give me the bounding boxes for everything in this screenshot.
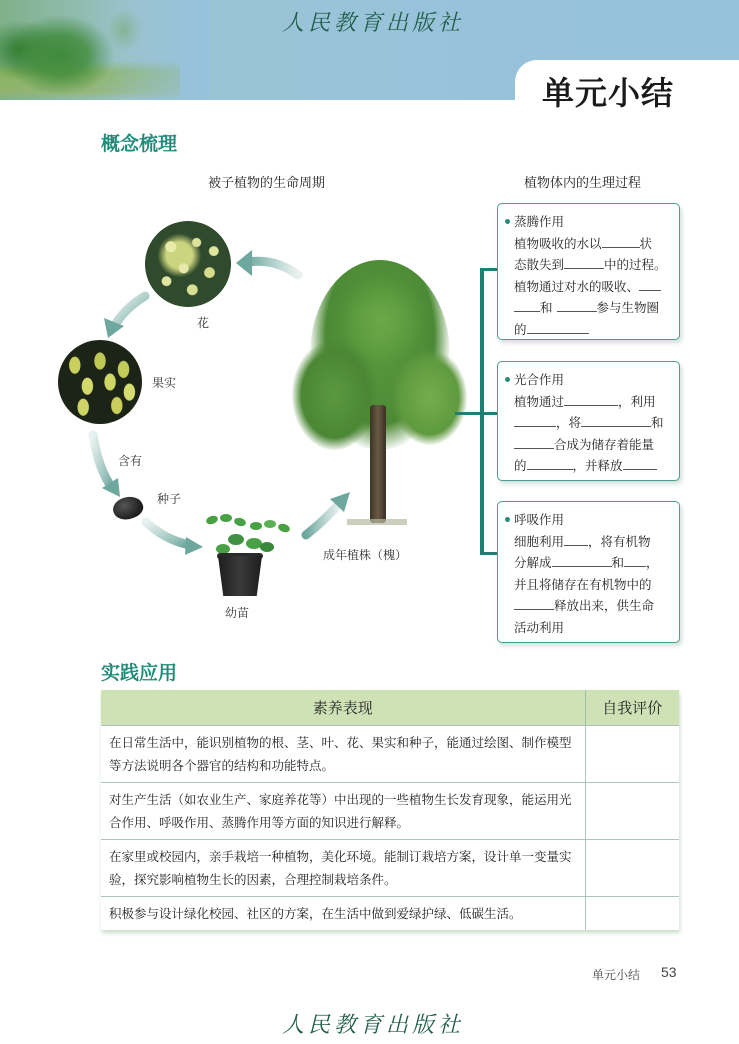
text: 植物通过对水的吸收、 [514,278,640,294]
self-eval-cell[interactable] [585,896,679,930]
fill-blank[interactable] [514,435,554,449]
connector-stem [455,412,482,415]
arrow-fruit-to-seed [93,435,120,497]
fill-blank[interactable] [564,532,588,546]
table-row [101,896,679,930]
bullet-icon [505,219,510,224]
fill-blank[interactable] [514,596,554,610]
text: 植物吸收的水以 [514,235,602,251]
arrow-flower-to-fruit [104,296,145,338]
fill-blank[interactable] [527,320,589,334]
fill-blank[interactable] [514,413,556,427]
fill-blank[interactable] [552,553,612,567]
fill-blank[interactable] [564,255,604,269]
text: 的 [514,321,527,337]
connector-branch-2 [480,412,498,415]
label-seed: 种子 [157,492,182,506]
card-title: 蒸腾作用 [514,214,565,229]
text: 合成为储存着能量 [554,436,655,452]
text: ，利用 [618,393,656,409]
text: 植物通过 [514,393,565,409]
arrow-tree-to-flower [236,250,298,276]
fill-blank[interactable] [602,234,640,248]
column-header-self-eval: 自我评价 [585,690,679,725]
text: 参与生物圈 [596,300,660,315]
text: ，将有机物 [588,533,651,549]
text: ，将 [556,415,582,430]
footer-section-label: 单元小结 [592,968,641,982]
performance-cell: 在日常生活中，能识别植物的根、茎、叶、花、果实和种子，能通过绘图、制作模型等方法说明各个器官的结构和功能特点。 [101,725,585,782]
bullet-icon [505,517,510,522]
page-number: 53 [661,964,677,980]
text: 和 [611,555,625,570]
publisher-logo-top: 人民教育出版社 [281,11,464,36]
text: 分解成 [514,555,552,570]
practice-heading: 实践应用 [101,662,178,684]
connector-branch-3 [480,552,498,555]
self-eval-cell[interactable] [585,839,679,896]
fill-blank[interactable] [557,298,597,312]
label-seedling: 幼苗 [225,606,250,620]
concept-heading: 概念梳理 [101,133,178,155]
fill-blank[interactable] [564,392,618,406]
table-row [101,725,679,782]
fill-blank[interactable] [581,413,651,427]
self-eval-cell[interactable] [585,725,679,782]
fill-blank[interactable] [623,456,657,470]
self-evaluation-table [101,690,679,930]
fill-blank[interactable] [639,277,661,291]
performance-cell: 在家里或校园内，亲手栽培一种植物，美化环境。能制订栽培方案，设计单一变量实验，探究影响植物生长的因素，合理控制栽培条件。 [101,839,585,896]
text: 中的过程。 [604,257,667,272]
processes-title: 植物体内的生理过程 [524,176,642,191]
card-respiration [497,501,680,643]
column-header-performance: 素养表现 [101,690,585,725]
label-adult-plant: 成年植株（槐） [323,548,408,562]
text: 细胞利用 [514,533,565,549]
connector-bracket [480,268,484,554]
self-eval-cell[interactable] [585,782,679,839]
text: 和 [540,300,553,315]
table-row [101,839,679,896]
fill-blank[interactable] [624,553,646,567]
table-row [101,782,679,839]
card-title: 呼吸作用 [514,512,565,527]
label-flower: 花 [197,316,210,330]
fill-blank[interactable] [527,456,573,470]
page-title: 单元小结 [542,75,675,111]
bullet-icon [505,377,510,382]
text: 活动利用 [514,619,565,635]
performance-cell: 积极参与设计绿化校园、社区的方案，在生活中做到爱绿护绿、低碳生活。 [101,896,585,930]
text: 状 [639,235,653,251]
arrow-seedling-to-tree [306,492,350,535]
publisher-logo-bottom: 人民教育出版社 [281,1013,464,1038]
life-cycle-title: 被子植物的生命周期 [208,176,326,191]
performance-cell: 对生产生活（如农业生产、家庭养花等）中出现的一些植物生长发育现象，能运用光合作用、呼吸作用、蒸腾作用等方面的知识进行解释。 [101,782,585,839]
card-transpiration [497,203,680,340]
card-photosynthesis [497,361,680,481]
text: 的 [514,458,527,473]
text: 态散失到 [514,257,565,272]
text: 并且将储存在有机物中的 [514,576,652,592]
label-contains: 含有 [118,454,143,468]
text: ，并释放 [572,458,623,473]
label-fruit: 果实 [152,376,177,390]
connector-branch-1 [480,268,498,271]
arrow-seed-to-seedling [146,522,203,555]
text: 释放出来，供生命 [554,598,655,613]
text: ， [646,555,659,570]
fill-blank[interactable] [514,298,540,312]
text: 和 [651,415,664,430]
card-title: 光合作用 [514,372,565,387]
